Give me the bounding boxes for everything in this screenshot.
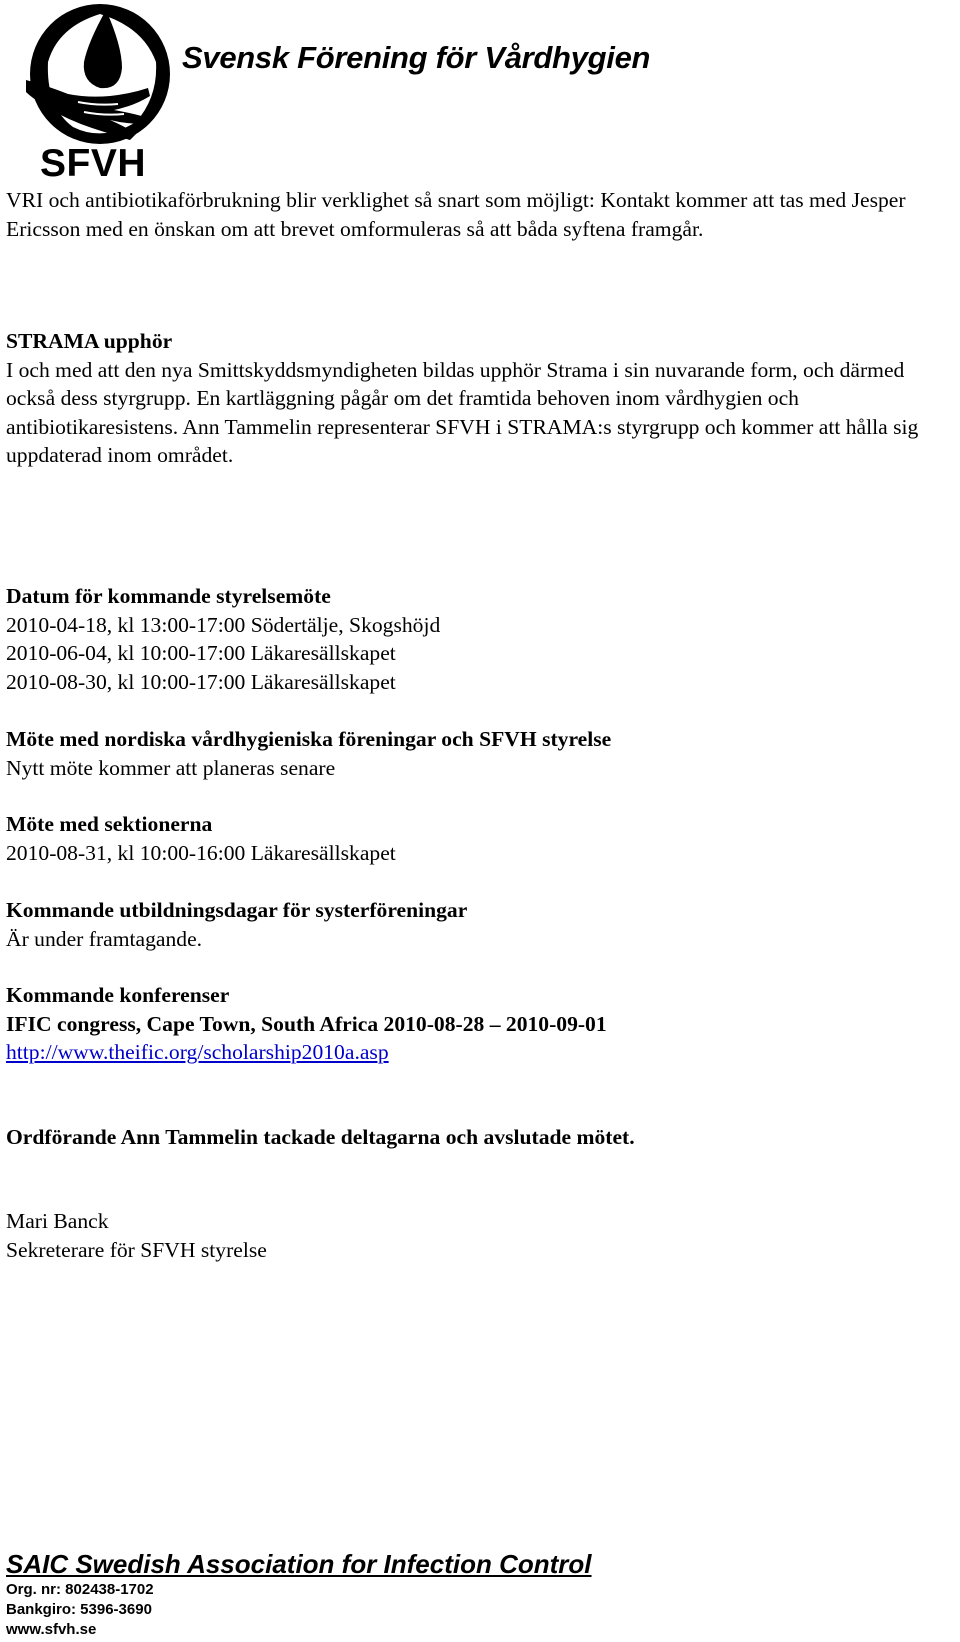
nordic-text: Nytt möte kommer att planeras senare bbox=[6, 755, 336, 780]
footer-title: SAIC Swedish Association for Infection Control bbox=[6, 1549, 592, 1579]
intro-paragraph: VRI och antibiotikaförbrukning blir verklighet så snart som möjligt: Kontakt kommer att tas med Jesper Ericsson med en önskan om att brevet omformuleras så att båda syftena framgår. bbox=[6, 188, 906, 241]
org-name: Svensk Förening för Vårdhygien bbox=[182, 40, 651, 75]
training-text: Är under framtagande. bbox=[6, 926, 203, 951]
footer-org-nr: Org. nr: 802438-1702 bbox=[6, 1581, 154, 1598]
conferences-heading: Kommande konferenser bbox=[6, 983, 230, 1007]
footer-bankgiro: Bankgiro: 5396-3690 bbox=[6, 1601, 152, 1618]
conferences-section bbox=[6, 981, 956, 1067]
footer-website: www.sfvh.se bbox=[6, 1621, 97, 1638]
footer bbox=[6, 1548, 592, 1640]
logo-abbreviation: SFVH bbox=[40, 142, 147, 185]
conference-event: IFIC congress, Cape Town, South Africa 2010-08-28 – 2010-09-01 bbox=[6, 1011, 607, 1036]
nordic-section bbox=[6, 725, 956, 782]
sections-heading: Möte med sektionerna bbox=[6, 812, 213, 836]
sections-section bbox=[6, 810, 956, 867]
training-heading: Kommande utbildningsdagar för systerföreningar bbox=[6, 898, 468, 922]
signature-name: Mari Banck bbox=[6, 1209, 109, 1233]
meeting-date-line: 2010-08-30, kl 10:00-17:00 Läkaresällskapet bbox=[6, 669, 396, 694]
meeting-date-line: 2010-06-04, kl 10:00-17:00 Läkaresällskapet bbox=[6, 641, 396, 665]
strama-section bbox=[6, 327, 956, 470]
meeting-date-line: 2010-04-18, kl 13:00-17:00 Södertälje, Skogshöjd bbox=[6, 612, 441, 637]
meetings-heading: Datum för kommande styrelsemöte bbox=[6, 584, 331, 608]
closing-text: Ordförande Ann Tammelin tackade deltagarna och avslutade mötet. bbox=[6, 1125, 635, 1149]
signature-section bbox=[6, 1207, 956, 1264]
training-section bbox=[6, 896, 956, 953]
signature-title: Sekreterare för SFVH styrelse bbox=[6, 1237, 267, 1262]
letterhead bbox=[0, 0, 960, 200]
intro-section bbox=[6, 186, 956, 243]
sfvh-logo-icon bbox=[18, 2, 178, 150]
meetings-section bbox=[6, 582, 956, 696]
strama-heading: STRAMA upphör bbox=[6, 329, 173, 353]
sections-text: 2010-08-31, kl 10:00-16:00 Läkaresällskapet bbox=[6, 840, 396, 865]
conference-link[interactable]: http://www.theific.org/scholarship2010a.asp bbox=[6, 1040, 389, 1064]
closing-section bbox=[6, 1123, 956, 1152]
strama-paragraph: I och med att den nya Smittskyddsmyndigheten bildas upphör Strama i sin nuvarande form, och därmed också dess styrgrupp. En kartläggning pågår om det framtida behoven inom vårdhygien och antibiotikaresistens. Ann Tammelin representerar SFVH i STRAMA:s styrgrupp och kommer att hålla sig uppdaterad inom området. bbox=[6, 357, 919, 467]
nordic-heading: Möte med nordiska vårdhygieniska föreningar och SFVH styrelse bbox=[6, 727, 612, 751]
